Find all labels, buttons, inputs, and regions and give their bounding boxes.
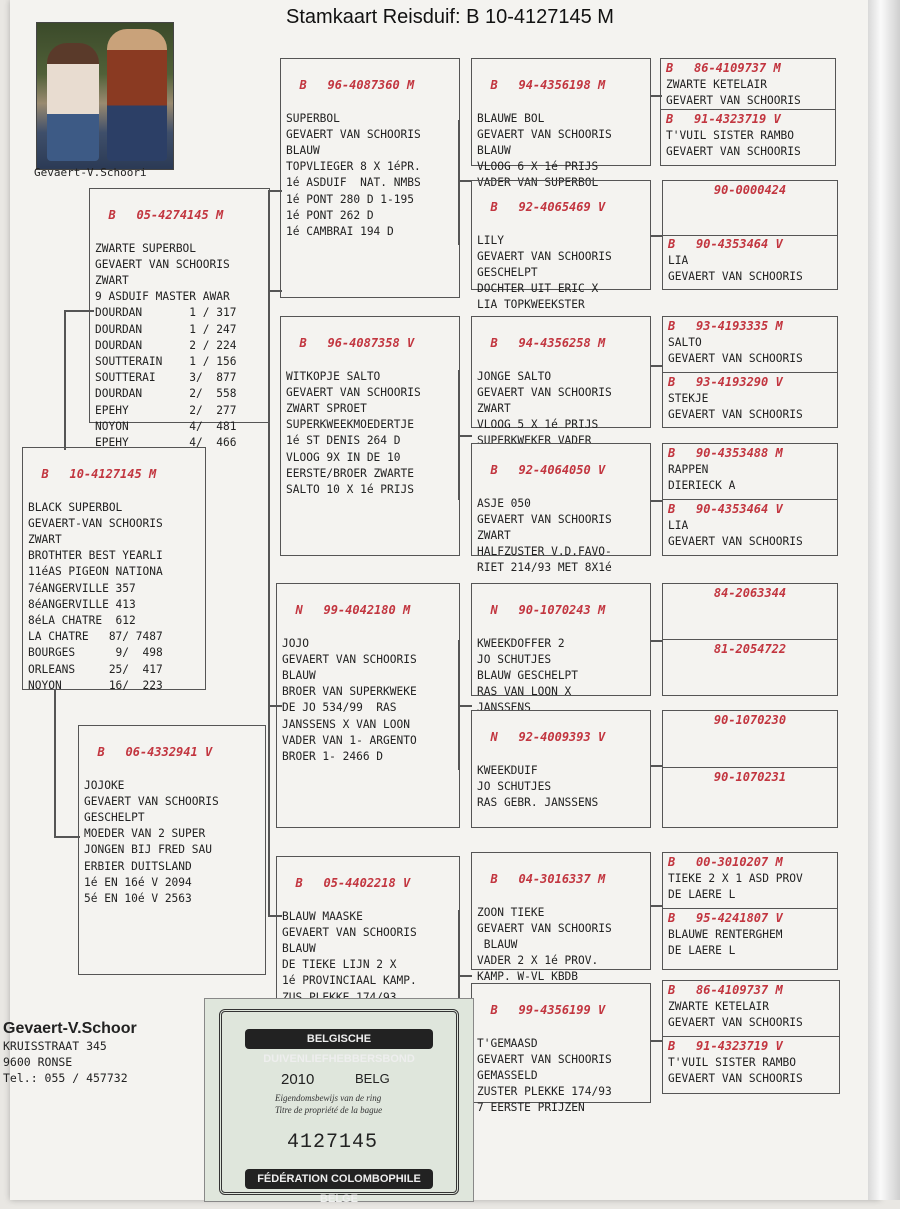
connector-line (458, 435, 472, 437)
pigeon-entry-sire: B 90-4353488 M RAPPEN DIERIECK A (668, 446, 783, 493)
ring-header: B 04-3016337 M (490, 872, 606, 887)
pigeon-pair-card (662, 710, 838, 828)
connector-line (54, 836, 80, 838)
ownership-caption-nl: Eigendomsbewijs van de ring (275, 1093, 382, 1103)
pigeon-entry-dam: B 90-4353464 V LIA GEVAERT VAN SCHOORIS (668, 237, 803, 284)
ring-header: B 05-4274145 M (108, 208, 224, 223)
ring-header: B 94-4356258 M (490, 336, 606, 351)
ring-number: 4127145 (287, 1131, 379, 1154)
pair-divider (661, 109, 835, 110)
ring-header: N 92-4009393 V (490, 730, 606, 745)
pigeon-entry-dam: B 95-4241807 V BLAUWE RENTERGHEM DE LAERE L (668, 911, 783, 958)
connector-line (650, 1040, 662, 1042)
ring-year: 2010 (281, 1071, 315, 1088)
ring-header: B 94-4356198 M (490, 78, 606, 93)
pigeon-card-grandparent: N 99-4042180 M JOJO GEVAERT VAN SCHOORIS BLAUW BROER VAN SUPERKWEKE DE JO 534/99 RAS JANSSENS X VAN LOON VADER VAN 1- ARGENTO BROER 1- 2466 D (276, 583, 460, 828)
page-title: Stamkaart Reisduif: B 10-4127145 M (286, 6, 614, 28)
ring-header: B 96-4087358 V (299, 336, 415, 351)
pigeon-entry-dam: B 91-4323719 V T'VUIL SISTER RAMBO GEVAERT VAN SCHOORIS (668, 1039, 803, 1086)
person-man-figure (107, 29, 167, 161)
ownership-caption-fr: Titre de propriété de la bague (275, 1105, 383, 1115)
ring-header: N 99-4042180 M (295, 603, 411, 618)
pigeon-entry-dam: B 93-4193290 V STEKJE GEVAERT VAN SCHOORIS (668, 375, 803, 422)
ring-ownership-card (204, 998, 474, 1205)
pigeon-card-great-grandparent: N 92-4009393 V KWEEKDUIF JO SCHUTJES RAS GEBR. JANSSENS (471, 710, 651, 828)
pigeon-entry-sire: B 00-3010207 M TIEKE 2 X 1 ASD PROV DE LAERE L (668, 855, 803, 902)
connector-line (458, 705, 472, 707)
pigeon-card-great-grandparent: B 92-4064050 V ASJE 050 GEVAERT VAN SCHOORIS ZWART HALFZUSTER V.D.FAVO- RIET 214/93 MET 8X1é (471, 443, 651, 556)
pigeon-entry-sire: B 86-4109737 M ZWARTE KETELAIR GEVAERT VAN SCHOORIS (666, 61, 801, 108)
pigeon-pair-card (660, 58, 836, 166)
connector-line (54, 690, 56, 836)
pair-divider (663, 767, 837, 768)
pigeon-entry-dam: B 90-4353464 V LIA GEVAERT VAN SCHOORIS (668, 502, 803, 549)
pigeon-pair-card (662, 180, 838, 290)
pigeon-card-great-grandparent: B 94-4356198 M BLAUWE BOL GEVAERT VAN SCHOORIS BLAUW VLOOG 6 X 1é PRIJS VADER VAN SUPERBOL (471, 58, 651, 166)
pair-divider (663, 1036, 839, 1037)
connector-line (650, 640, 662, 642)
person-woman-figure (47, 43, 99, 161)
pigeon-card-great-grandparent: B 92-4065469 V LILY GEVAERT VAN SCHOORIS GESCHELPT DOCHTER UIT ERIC X LIA TOPKWEEKSTER (471, 180, 651, 290)
ring-header: B 96-4087360 M (299, 78, 415, 93)
owner-block (3, 1020, 137, 1086)
owner-address-city: 9600 RONSE (3, 1055, 73, 1069)
connector-line (458, 180, 472, 182)
ring-header: B 05-4402218 V (295, 876, 411, 891)
owner-name: Gevaert-V.Schoor (3, 1020, 137, 1037)
pigeon-pair-card (662, 583, 838, 696)
pigeon-card-dam: B 06-4332941 V JOJOKE GEVAERT VAN SCHOORIS GESCHELPT MOEDER VAN 2 SUPER JONGEN BIJ FRED SAU ERBIER DUITSLAND 1é EN 16é V 2094 5é EN 10é V 2563 (78, 725, 266, 975)
pigeon-card-great-grandparent: B 94-4356258 M JONGE SALTO GEVAERT VAN SCHOORIS ZWART VLOOG 5 X 1é PRIJS SUPERKWEKER VADER (471, 316, 651, 428)
connector-line (650, 500, 662, 502)
pigeon-card-grandparent: B 05-4402218 V BLAUW MAASKE GEVAERT VAN SCHOORIS BLAUW DE TIEKE LIJN 2 X 1é PROVINCIAAL KAMP. (276, 856, 460, 1001)
connector-line (650, 905, 662, 907)
pigeon-card-great-grandparent: B 99-4356199 V T'GEMAASD GEVAERT VAN SCHOORIS GEMASSELD ZUSTER PLEKKE 174/93 7 EERSTE PRIJZEN (471, 983, 651, 1103)
pair-divider (663, 372, 837, 373)
ring-header: N 90-1070243 M (490, 603, 606, 618)
ring-header: B 10-4127145 M (41, 467, 157, 482)
ring-header: B 06-4332941 V (97, 745, 213, 760)
pigeon-entry-sire: B 93-4193335 M SALTO GEVAERT VAN SCHOORIS (668, 319, 803, 366)
connector-line (650, 235, 662, 237)
pigeon-entry-dam: 81-2054722 (713, 642, 787, 656)
pigeon-pair-card (662, 316, 838, 428)
pigeon-pair-card (662, 980, 840, 1094)
pair-divider (663, 499, 837, 500)
connector-line (64, 310, 66, 450)
owner-telephone: Tel.: 055 / 457732 (3, 1071, 128, 1085)
ring-country: BELG (355, 1071, 390, 1086)
pigeon-pair-card (662, 852, 838, 970)
pigeon-card-subject: B 10-4127145 M BLACK SUPERBOL GEVAERT-VAN SCHOORIS ZWART BROTHTER BEST YEARLI 11éAS PIGEON NATIONA 7éANGERVILLE 357 8éANGERVILLE 413 8éLA CHATRE 612 LA CHATRE 87/ 7487 BOURGES 9/ 498 ORLEANS 25/ 417 NOYON 16/ 223 (22, 447, 206, 690)
connector-line (650, 765, 662, 767)
pigeon-card-grandparent: B 96-4087358 V WITKOPJE SALTO GEVAERT VAN SCHOORIS ZWART SPROET SUPERKWEEKMOEDERTJE 1é ST DENIS 264 D VLOOG 9X IN DE 10 EERSTE/BROER ZWARTE SALTO 10 X 1é PRIJS (280, 316, 460, 556)
federation-banner-bottom: FÉDÉRATION COLOMBOPHILE BELGE (245, 1169, 433, 1189)
pigeon-card-great-grandparent: N 90-1070243 M KWEEKDOFFER 2 JO SCHUTJES BLAUW GESCHELPT RAS VAN LOON X JANSSENS (471, 583, 651, 696)
connector-line (458, 975, 472, 977)
connector-line (650, 365, 662, 367)
photo-caption: Gevaert-V.Schoori (34, 166, 147, 179)
binder-edge (868, 0, 900, 1200)
ring-header: B 99-4356199 V (490, 1003, 606, 1018)
pigeon-entry-sire: B 86-4109737 M ZWARTE KETELAIR GEVAERT VAN SCHOORIS (668, 983, 803, 1030)
pigeon-entry-dam: B 91-4323719 V T'VUIL SISTER RAMBO GEVAERT VAN SCHOORIS (666, 112, 801, 159)
pigeon-entry-sire: 84-2063344 (713, 586, 787, 600)
pair-divider (663, 908, 837, 909)
connector-line (268, 705, 270, 915)
pigeon-pair-card (662, 443, 838, 556)
pigeon-card-great-grandparent: B 04-3016337 M ZOON TIEKE GEVAERT VAN SCHOORIS BLAUW VADER 2 X 1é PROV. KAMP. W-VL KBDB (471, 852, 651, 970)
pigeon-entry-sire: 90-1070230 (713, 713, 787, 727)
pigeon-card-grandparent: B 96-4087360 M SUPERBOL GEVAERT VAN SCHOORIS BLAUW TOPVLIEGER 8 X 1éPR. 1é ASDUIF NAT. NMBS 1é PONT 280 D 1-195 1é PONT 262 D 1é CAMBRAI 194 D (280, 58, 460, 298)
pigeon-card-sire: B 05-4274145 M ZWARTE SUPERBOL GEVAERT VAN SCHOORIS ZWART 9 ASDUIF MASTER AWAR DOURDAN 1 / 317 DOURDAN 1 / 247 DOURDAN 2 / 224 SOUTTERAIN 1 / 156 SOUTTERAI 3/ 877 DOURDAN 2/ 558 EPEHY 2/ 277 NOYON 4/ 481 EPEHY 4/ 466 (89, 188, 270, 423)
pair-divider (663, 639, 837, 640)
owner-photo (36, 22, 174, 170)
ring-header: B 92-4064050 V (490, 463, 606, 478)
federation-banner-top: BELGISCHE DUIVENLIEFHEBBERSBOND (245, 1029, 433, 1049)
owner-address-street: KRUISSTRAAT 345 (3, 1039, 107, 1053)
pigeon-entry-sire: 90-0000424 (713, 183, 787, 197)
ring-header: B 92-4065469 V (490, 200, 606, 215)
pigeon-entry-dam: 90-1070231 (713, 770, 787, 784)
